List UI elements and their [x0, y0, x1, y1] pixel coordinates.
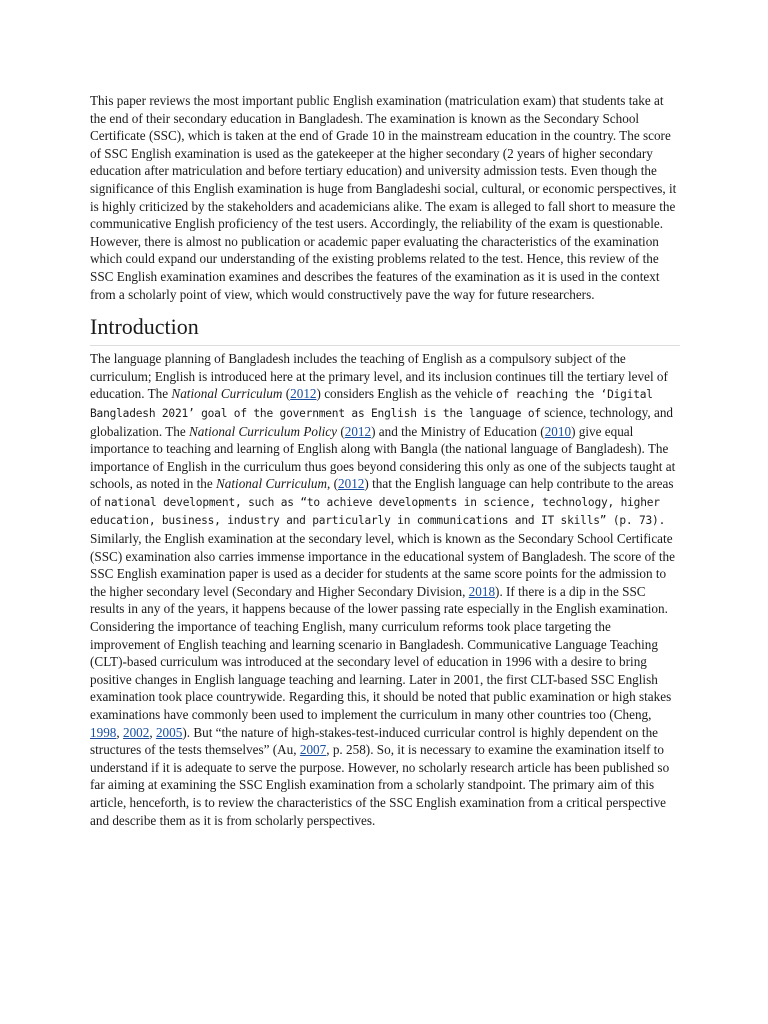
italic-title: National Curriculum Policy	[189, 423, 338, 439]
text-run: ) and the Ministry of Education (	[371, 423, 545, 439]
text-run: Similarly, the English examination at the secondary level, which is known as the Secondary School Certificate (SSC) examination also carries immense importance in the educational system of Bangladesh. The score of the SSC English examination paper is used as a decider for students at the same score points for the admission to the higher secondary level (Secondary and Higher Secondary Division,	[90, 531, 675, 599]
citation-link[interactable]: 2012	[338, 476, 365, 492]
text-run: (	[282, 386, 291, 402]
quoted-text: national development, such as “to achieve developments in science, technology, higher education, business, industry and particularly in communications and IT skills” (p. 73).	[90, 495, 666, 528]
citation-link[interactable]: 2012	[344, 423, 372, 439]
text-run: Considering the importance of teaching English, many curriculum reforms took place targeting the improvement of English teaching and learning scenario in Bangladesh. Communicative Language Teaching (CLT)-based curriculum was introduced at the secondary level of education in 1996 with a desire to bring positive changes in English language teaching and learning. Later in 2001, the first CLT-based SSC English examination took place countrywide. Regarding this, it should be noted that public examination or high stakes examinations have commonly been used to implement the curriculum in many other countries too (Cheng,	[90, 619, 672, 722]
text-run: ) give equal importance to teaching and learning of English along with Bangla (the national language of Bangladesh). The importance of English in the curriculum thus goes beyond considering this only as one of the subjects taught at schools, as noted in the	[90, 423, 676, 492]
citation-link[interactable]: 2002	[122, 724, 150, 740]
text-run: , (	[327, 476, 339, 492]
citation-link[interactable]: 2007	[299, 742, 327, 758]
section-heading-introduction: Introduction	[90, 313, 680, 346]
text-run: science, technology, and globalization. The	[90, 404, 674, 439]
text-run: (	[337, 423, 345, 439]
italic-title: National Curriculum	[171, 386, 283, 402]
text-run: ) that the English language can help contribute to the areas of	[90, 476, 674, 509]
text-run: ,	[149, 724, 156, 740]
citation-link[interactable]: 1998	[90, 724, 117, 740]
citation-link[interactable]: 2005	[155, 724, 183, 740]
quoted-text: of reaching the ‘Digital Bangladesh 2021’ goal of the government as English is the language of	[90, 388, 653, 420]
introduction-paragraph-1	[90, 350, 680, 618]
text-run: ). If there is a dip in the SSC results in any of the years, it happens because of the lower passing rate especially in the English examination.	[90, 583, 668, 617]
document-page	[90, 92, 680, 829]
text-run: ,	[116, 724, 123, 740]
citation-link[interactable]: 2012	[290, 386, 317, 402]
citation-link[interactable]: 2018	[468, 583, 496, 599]
text-run: ) considers English as the vehicle	[316, 386, 496, 402]
citation-link[interactable]: 2010	[544, 423, 572, 439]
introduction-paragraph-2	[90, 618, 680, 829]
text-run: But “the nature of high-stakes-test-induced curricular control is highly dependent on the structures of the tests themselves” (Au,	[90, 724, 659, 758]
abstract-paragraph: This paper reviews the most important public English examination (matriculation exam) that students take at the end of their secondary education in Bangladesh. The examination is known as the Secondary School Certificate (SSC), which is taken at the end of Grade 10 in the mainstream education in the country. The score of SSC English examination is used as the gatekeeper at the higher secondary (2 years of higher secondary education after matriculation and before tertiary education) and university admission tests. Even though the significance of this English examination is huge from Bangladeshi social, cultural, or economic perspectives, it is highly criticized by the stakeholders and academicians alike. The exam is alleged to fall short to measure the communicative English proficiency of the test users. Accordingly, the reliability of the exam is questionable. However, there is almost no publication or academic paper evaluating the characteristics of the examination which could expand our understanding of the existing problems related to the test. Hence, this review of the SSC English examination examines and describes the features of the examination as it is used in the context from a scholarly point of view, which would constructively pave the way for future researchers.	[90, 93, 677, 302]
text-run: ).	[182, 724, 191, 740]
italic-title: National Curriculum	[216, 476, 328, 492]
text-run: , p. 258). So, it is necessary to examine the examination itself to understand if it is adequate to serve the purpose. However, no scholarly research article has been published so far aiming at examining the SSC English examination from a scholarly standpoint. The primary aim of this article, henceforth, is to review the characteristics of the SSC English examination from a critical perspective and describe them as it is from scholarly perspectives.	[90, 742, 670, 828]
text-run: The language planning of Bangladesh includes the teaching of English as a compulsory subject of the curriculum; English is introduced here at the primary level, and its inclusion continues till the tertiary level of education. The	[90, 351, 668, 402]
